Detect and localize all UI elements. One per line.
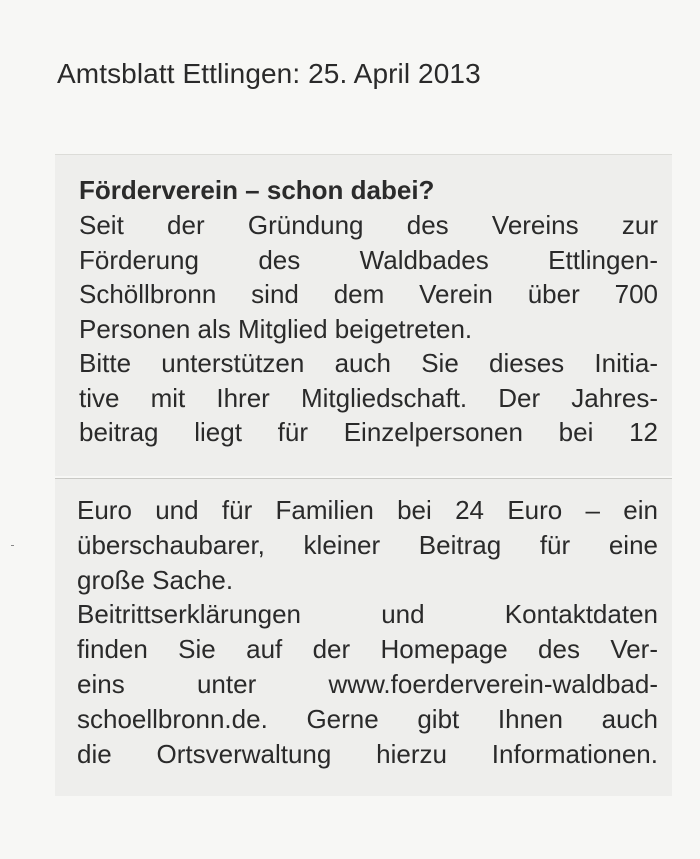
article-line: Förderung des Waldbades Ettlingen- xyxy=(79,244,658,275)
article-line: Euro und für Familien bei 24 Euro – ein xyxy=(77,495,658,525)
article-line: Beitrittserklärungen und Kontaktdaten xyxy=(77,599,658,630)
article-line: tive mit Ihrer Mitgliedschaft. Der Jahres- xyxy=(79,382,658,413)
article-line: große Sache. xyxy=(77,564,234,595)
article-line: Personen als Mitglied beigetreten. xyxy=(79,313,473,344)
page-header: Amtsblatt Ettlingen: 25. April 2013 xyxy=(57,58,481,89)
scan-speck xyxy=(11,545,14,546)
article-line: überschaubarer, kleiner Beitrag für eine xyxy=(77,529,658,560)
article-clipping-part-1 xyxy=(55,154,672,476)
article-line: Bitte unterstützen auch Sie dieses Initia- xyxy=(79,348,658,378)
article-line: finden Sie auf der Homepage des Ver- xyxy=(77,634,658,665)
article-clipping-part-2 xyxy=(55,478,672,796)
article-line: Seit der Gründung des Vereins zur xyxy=(79,210,658,240)
article-line: Schöllbronn sind dem Verein über 700 xyxy=(79,279,658,309)
article-line: die Ortsverwaltung hierzu Informationen. xyxy=(77,738,658,769)
article-line: schoellbronn.de. Gerne gibt Ihnen auch xyxy=(77,703,658,734)
article-title: Förderverein – schon dabei? xyxy=(79,175,435,205)
article-line: beitrag liegt für Einzelpersonen bei 12 xyxy=(79,417,658,447)
article-line: eins unter www.foerderverein-waldbad- xyxy=(77,668,658,699)
